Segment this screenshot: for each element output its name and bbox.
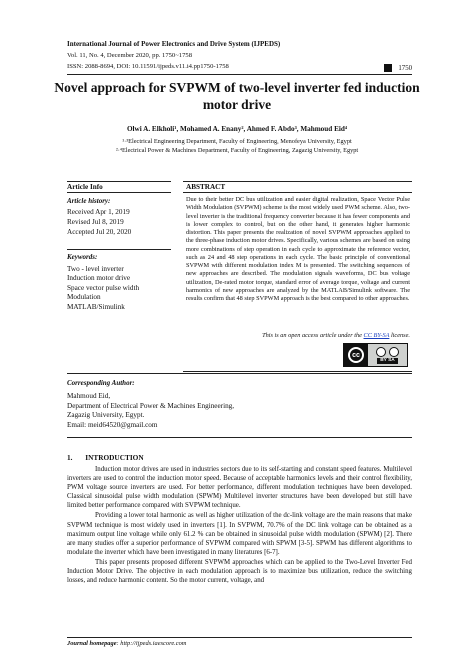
paper-title: Novel approach for SVPWM of two-level inverter fed induction motor drive bbox=[54, 80, 420, 112]
cc-logo-icon: cc bbox=[344, 344, 368, 366]
keyword-item: Two - level inverter bbox=[67, 265, 124, 273]
license-link[interactable]: CC BY-SA bbox=[363, 332, 390, 339]
corresponding-details bbox=[67, 392, 234, 430]
corresponding-name: Mahmoud Eid, bbox=[67, 392, 111, 400]
corresponding-dept: Department of Electrical Power & Machines Engineering, bbox=[67, 401, 235, 410]
footer bbox=[67, 640, 186, 647]
abstract-text: Due to their better DC bus utilization and easier digital realization, Space Vector Pulse Width Modulation (SVPWM) scheme is the most widely used PWM scheme. Also, two-level inverter is the traditional frequency converter because it has fewer components and is lower complex to control, but on the other hand, it generates higher harmonic distortion. This paper presents the realization of novel SVPWM approaches applied to the three-phase induction motor drives. Specifically, various schemes are based on using more combinations of step operation in each cycle to approximate the reference vector, such as 24 and 48 step operations in each cycle. The basic principle of conventional SVPWM with different modulation index M is presented. The switching sequences of new approaches are described. The modulation signals waveforms, DC bus voltage utilization, De-rated motor torque, standard error of average torque, voltage and current harmonics of new approaches are analyzed by the MATLAB/Simulink software. The results confirm that 48 step SVPWM approach is the best compared to other approaches. bbox=[186, 196, 410, 302]
history-revised: Revised Jul 8, 2019 bbox=[67, 217, 124, 226]
history-accepted: Accepted Jul 20, 2020 bbox=[67, 227, 132, 236]
cc-license-badge[interactable] bbox=[343, 343, 408, 367]
issn-doi: ISSN: 2088-8694, DOI: 10.11591/ijpeds.v11.i4.pp1750-1758 bbox=[67, 63, 229, 70]
info-subrule bbox=[67, 192, 171, 193]
corresponding-heading: Corresponding Author: bbox=[67, 379, 135, 387]
corresponding-rule bbox=[67, 373, 412, 374]
keyword-item: MATLAB/Simulink bbox=[67, 302, 125, 311]
volume-info: Vol. 11, No. 4, December 2020, pp. 1750~1758 bbox=[67, 52, 192, 59]
corresponding-email[interactable]: Email: meid64520@gmail.com bbox=[67, 420, 158, 429]
keywords-heading: Keywords: bbox=[67, 253, 98, 261]
article-history bbox=[67, 208, 131, 237]
affiliations bbox=[40, 137, 434, 155]
homepage-label: Journal homepage bbox=[67, 640, 117, 647]
header-rule bbox=[67, 74, 412, 75]
article-info-heading: Article Info bbox=[67, 183, 103, 191]
keywords-rule bbox=[67, 249, 171, 250]
info-rule bbox=[67, 181, 171, 182]
section-heading-introduction: 1. INTRODUCTION bbox=[67, 453, 144, 462]
author-list: Olwi A. Elkholi¹, Mohamed A. Enany², Ahmed F. Abdo³, Mahmoud Eid⁴ bbox=[126, 125, 348, 133]
open-access-prefix: This is an open access article under the bbox=[262, 332, 362, 339]
keyword-item: Induction motor drive bbox=[67, 274, 131, 283]
affiliation-1: ¹·³Electrical Engineering Department, Faculty of Engineering, Menofeya University, Egypt bbox=[122, 138, 352, 145]
footer-rule bbox=[67, 637, 412, 638]
abstract-rule bbox=[183, 181, 412, 182]
history-heading: Article history: bbox=[67, 197, 111, 205]
page-number: 1750 bbox=[398, 64, 412, 72]
paragraph: This paper presents proposed different SVPWM approaches which can be applied to the Two-Level Inverter Fed Induction Motor Drive. The objective in each modulation approach is to maximize bus utilization, reduce the switching losses, and reduce harmonic content. So the motor current, voltage, and bbox=[67, 558, 412, 585]
page-number-box bbox=[384, 64, 412, 72]
corresponding-bottom-rule bbox=[67, 437, 412, 438]
open-access-suffix: license. bbox=[390, 332, 410, 339]
open-access-note bbox=[186, 332, 410, 339]
paragraph: Providing a lower total harmonic as well as higher utilization of the dc-link voltage are the main reasons that make SVPWM technique is most widely used in inverters [1]. In SVPWM, 70.7% of the DC link voltage can be obtained as a maximum output line voltage while only 61.2 % can be obtained in sinusoidal pulse width modulation (SPWM) [2]. There are many studies offer a superior performance of SVPWM compared with SPWM [3-5]. SPWM has different algorithms to modulate the inverter which have been investigated in many literatures [6-7]. bbox=[67, 512, 412, 556]
history-received: Received Apr 1, 2019 bbox=[67, 208, 130, 216]
keyword-item: Modulation bbox=[67, 293, 101, 302]
affiliation-2: ²·⁴Electrical Power & Machines Department, Faculty of Engineering, Zagazig University, Egypt bbox=[115, 147, 359, 154]
introduction-body bbox=[67, 465, 412, 586]
keyword-item: Space vector pulse width bbox=[67, 283, 140, 292]
share-alike-icon bbox=[389, 347, 399, 357]
corresponding-univ: Zagazig University, Egypt. bbox=[67, 411, 145, 420]
cc-terms: BY SA bbox=[377, 358, 398, 364]
paragraph: Induction motor drives are used in industries sectors due to its self-starting and constant speed features. Multilevel inverters are used to control the induction motor speed. Because of acceptable harmonics levels and their control flexibility, PWM voltage source inverters are used. For better performance, different modulation techniques have been developed. Classical sinusoidal pulse width modulation (SPWM) Multilevel inverter structures have been developed but still have limited better performance compared with SVPWM technique. bbox=[67, 466, 412, 510]
abstract-heading: ABSTRACT bbox=[186, 183, 226, 191]
attribution-icon bbox=[376, 347, 386, 357]
homepage-url[interactable]: : http://ijpeds.iaescore.com bbox=[116, 640, 187, 647]
square-icon bbox=[384, 64, 392, 72]
by-sa-icons bbox=[368, 344, 407, 366]
keyword-list bbox=[67, 265, 139, 312]
abstract-subrule bbox=[183, 192, 412, 193]
abstract-bottom-rule bbox=[183, 371, 412, 372]
journal-name: International Journal of Power Electronics and Drive System (IJPEDS) bbox=[67, 40, 281, 48]
